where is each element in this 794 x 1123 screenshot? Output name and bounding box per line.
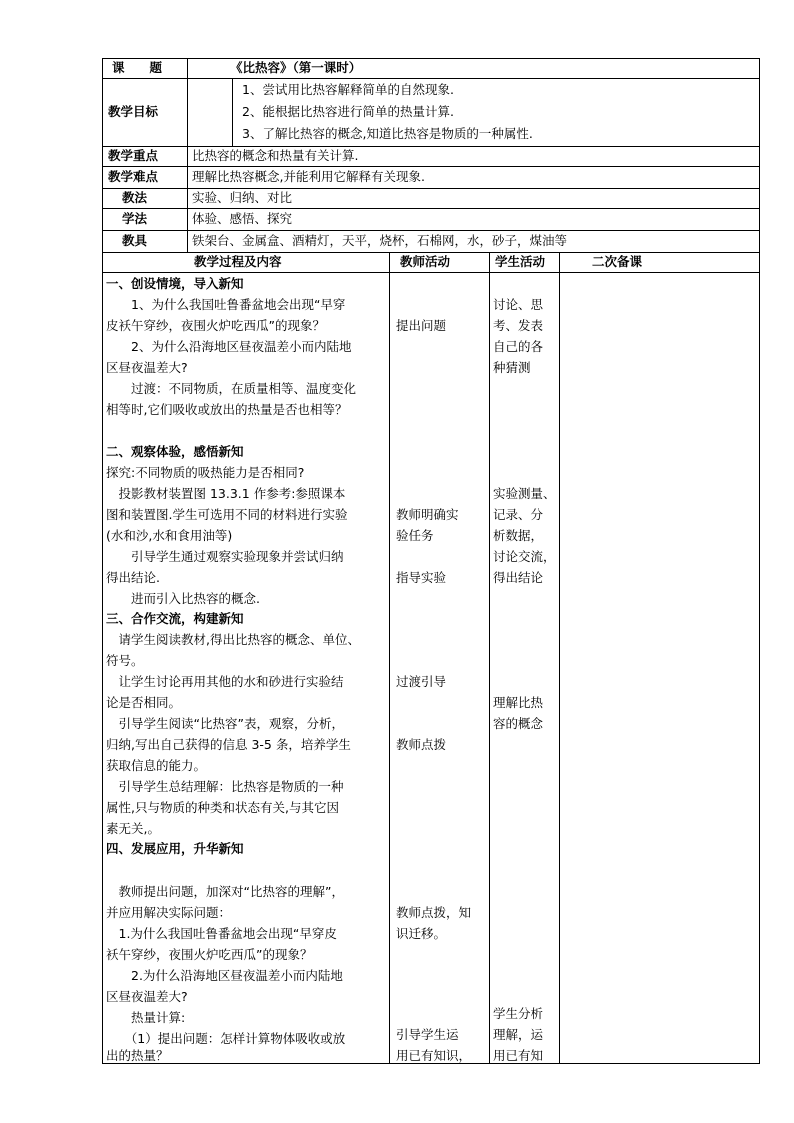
paragraph: (水和沙,水和食用油等) [106, 528, 233, 543]
student-activity: 讨论交流， [493, 549, 556, 564]
paragraph: 热量计算: [106, 1010, 186, 1025]
teacher-activity: 过渡引导 [396, 674, 447, 689]
col-divider [489, 252, 490, 1064]
goal-1: 1、尝试用比热容解释简单的自然现象. [242, 82, 454, 97]
col-student-header: 学生活动 [495, 254, 546, 269]
student-activity: 学生分析 [493, 1006, 544, 1021]
goal-3: 3、了解比热容的概念,知道比热容是物质的一种属性. [242, 126, 533, 141]
paragraph: 归纳,写出自己获得的信息 3-5 条，培养学生 [106, 737, 351, 752]
teacher-activity: 验任务 [396, 528, 434, 543]
lesson-plan-table [102, 58, 760, 1064]
paragraph: 区昼夜温差大? [106, 360, 188, 375]
key-value: 比热容的概念和热量有关计算. [192, 148, 359, 163]
student-activity: 容的概念 [493, 716, 544, 731]
topic-value: 《比热容》（第一课时） [230, 60, 362, 75]
paragraph: 过渡：不同物质，在质量相等、温度变化 [106, 381, 357, 396]
paragraph: 属性,只与物质的种类和状态有关,与其它因 [106, 800, 339, 815]
student-activity: 得出结论 [493, 570, 544, 585]
paragraph: 论是否相同。 [106, 695, 182, 710]
student-activity: 记录、分 [493, 507, 544, 522]
teacher-activity: 提出问题 [396, 318, 447, 333]
difficulty-value: 理解比热容概念,并能利用它解释有关现象. [192, 169, 425, 184]
paragraph: 投影教材装置图 13.3.1 作参考:参照课本 [106, 486, 346, 501]
col-teacher-header: 教师活动 [400, 254, 451, 269]
col-divider [232, 78, 233, 146]
paragraph: 引导学生总结理解：比热容是物质的一种 [106, 779, 344, 794]
paragraph: 得出结论. [106, 570, 160, 585]
section-4-title: 四、发展应用，升华新知 [106, 841, 244, 856]
section-3-title: 三、合作交流，构建新知 [106, 611, 244, 626]
paragraph: 让学生讨论再用其他的水和砂进行实验结 [106, 674, 344, 689]
col-process-header: 教学过程及内容 [194, 254, 282, 269]
paragraph: 探究:不同物质的吸热能力是否相同? [106, 465, 305, 480]
paragraph: 2.为什么沿海地区昼夜温差小而内陆地 [106, 968, 343, 983]
learning-label: 学法 [122, 211, 148, 226]
teacher-activity: 教师点拨，知 [396, 905, 472, 920]
teacher-activity: 识迁移。 [396, 926, 447, 941]
student-activity: 讨论、思 [493, 297, 544, 312]
col-divider [559, 252, 560, 1064]
teacher-activity: 指导实验 [396, 570, 447, 585]
paragraph: 符号。 [106, 653, 144, 668]
paragraph: 区昼夜温差大? [106, 989, 188, 1004]
section-2-title: 二、观察体验，感悟新知 [106, 444, 244, 459]
teacher-activity: 用已有知识， [396, 1048, 472, 1063]
goals-label: 教学目标 [108, 104, 159, 119]
paragraph: 皮袄午穿纱，夜围火炉吃西瓜”的现象？ [106, 318, 325, 333]
difficulty-label: 教学难点 [108, 169, 159, 184]
paragraph: 引导学生阅读“比热容”表，观察，分析， [106, 716, 344, 731]
topic-label: 课 题 [112, 60, 163, 75]
teacher-activity: 教师点拨 [396, 737, 447, 752]
student-activity: 用已有知 [493, 1048, 544, 1063]
paragraph: 1、为什么我国吐鲁番盆地会出现“早穿 [106, 297, 346, 312]
tools-value: 铁架台、金属盒、酒精灯，天平，烧杯，石棉网，水，砂子，煤油等 [192, 233, 568, 248]
method-value: 实验、归纳、对比 [192, 190, 293, 205]
paragraph: 请学生阅读教材,得出比热容的概念、单位、 [106, 632, 360, 647]
paragraph: 获取信息的能力。 [106, 758, 207, 773]
method-label: 教法 [122, 190, 148, 205]
teacher-activity: 教师明确实 [396, 507, 459, 522]
student-activity: 理解，运 [493, 1027, 544, 1042]
student-activity: 考、发表 [493, 318, 544, 333]
learning-value: 体验、感悟、探究 [192, 211, 293, 226]
teacher-activity: 引导学生运 [396, 1027, 459, 1042]
paragraph: 相等时,它们吸收或放出的热量是否也相等？ [106, 402, 348, 417]
student-activity: 理解比热 [493, 695, 544, 710]
key-label: 教学重点 [108, 148, 159, 163]
paragraph: 2、为什么沿海地区昼夜温差小而内陆地 [106, 339, 352, 354]
col-divider [187, 58, 188, 252]
student-activity: 实验测量、 [493, 486, 556, 501]
paragraph: 1.为什么我国吐鲁番盆地会出现“早穿皮 [106, 926, 337, 941]
paragraph: 并应用解决实际问题： [106, 905, 232, 920]
student-activity: 自己的各 [493, 339, 544, 354]
tools-label: 教具 [122, 233, 148, 248]
paragraph: （1）提出问题：怎样计算物体吸收或放 [106, 1031, 346, 1046]
paragraph: 图和装置图.学生可选用不同的材料进行实验 [106, 507, 348, 522]
paragraph: 袄午穿纱，夜围火炉吃西瓜”的现象？ [106, 947, 313, 962]
goal-2: 2、能根据比热容进行简单的热量计算. [242, 104, 454, 119]
student-activity: 析数据， [493, 528, 544, 543]
paragraph: 素无关,。 [106, 821, 160, 836]
section-1-title: 一、创设情境，导入新知 [106, 276, 244, 291]
paragraph: 引导学生通过观察实验现象并尝试归纳 [106, 549, 344, 564]
paragraph: 教师提出问题，加深对“比热容的理解”， [106, 884, 344, 899]
paragraph: 进而引入比热容的概念. [106, 591, 260, 606]
col-notes-header: 二次备课 [592, 254, 643, 269]
paragraph: 出的热量？ [106, 1048, 169, 1063]
row-divider [102, 78, 760, 79]
col-divider [389, 252, 390, 1064]
student-activity: 种猜测 [493, 360, 531, 375]
